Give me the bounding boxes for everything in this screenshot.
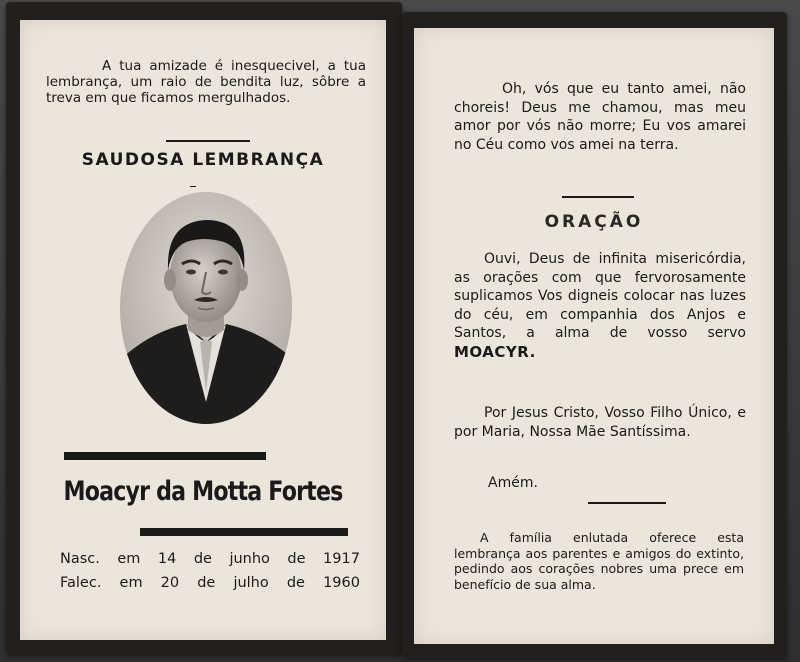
birth-line [60, 550, 360, 568]
name-bottom-bar [140, 528, 348, 536]
death-line [60, 574, 360, 592]
portrait-photo [120, 192, 292, 424]
small-mark [190, 186, 196, 187]
memorial-card-left [6, 2, 402, 654]
heading-oracao: ORAÇÃO [544, 212, 644, 232]
amen-text: Amém. [488, 475, 538, 491]
dates-block [60, 550, 360, 598]
death-label: Falec. [60, 575, 102, 591]
verse-text: Oh, vós que eu tanto amei, não choreis! Deus me chamou, mas meu amor por vós não morre; Eu vos amarei no Céu como vos amei na terra. [454, 81, 746, 153]
birth-month: junho [229, 551, 270, 567]
intro-text: A tua amizade é inesquecivel, a tua lembrança, um raio de bendita luz, sôbre a treva em que ficamos mergulhados. [46, 58, 366, 106]
divider-line [166, 140, 250, 142]
memorial-card-right [402, 12, 787, 658]
death-prep: em [119, 575, 143, 591]
death-year: 1960 [323, 575, 360, 591]
family-message: A família enlutada oferece esta lembrança aos parentes e amigos do extinto, pedindo aos corações nobres uma prece em benefício de sua alma. [454, 530, 744, 592]
birth-de1: de [193, 551, 212, 567]
heading-saudosa-lembranca: SAUDOSA LEMBRANÇA [81, 150, 325, 170]
prayer-paragraph-2: Por Jesus Cristo, Vosso Filho Único, e por Maria, Nossa Mãe Santíssima. [454, 405, 746, 440]
card-paper-left [20, 20, 386, 640]
divider-line-bottom [588, 502, 666, 504]
birth-day: 14 [157, 551, 177, 567]
death-month: julho [233, 575, 269, 591]
death-de2: de [286, 575, 305, 591]
prayer-paragraph-1 [454, 250, 746, 362]
prayer-body: Ouvi, Deus de infinita misericórdia, as orações com que fervorosamente suplicamos Vos digneis colocar nas luzes do céu, em companhia dos Anjos e Santos, a alma de vosso servo [454, 251, 746, 341]
death-day: 20 [160, 575, 180, 591]
birth-de2: de [287, 551, 306, 567]
name-top-bar [64, 452, 266, 460]
death-de1: de [197, 575, 216, 591]
card-paper-right [414, 28, 774, 644]
birth-label: Nasc. [60, 551, 100, 567]
birth-prep: em [117, 551, 141, 567]
deceased-name: Moacyr da Motta Fortes [63, 476, 343, 507]
birth-year: 1917 [323, 551, 360, 567]
prayer-name: MOACYR. [454, 342, 536, 361]
portrait-illustration [120, 192, 292, 424]
divider-line [562, 196, 634, 198]
